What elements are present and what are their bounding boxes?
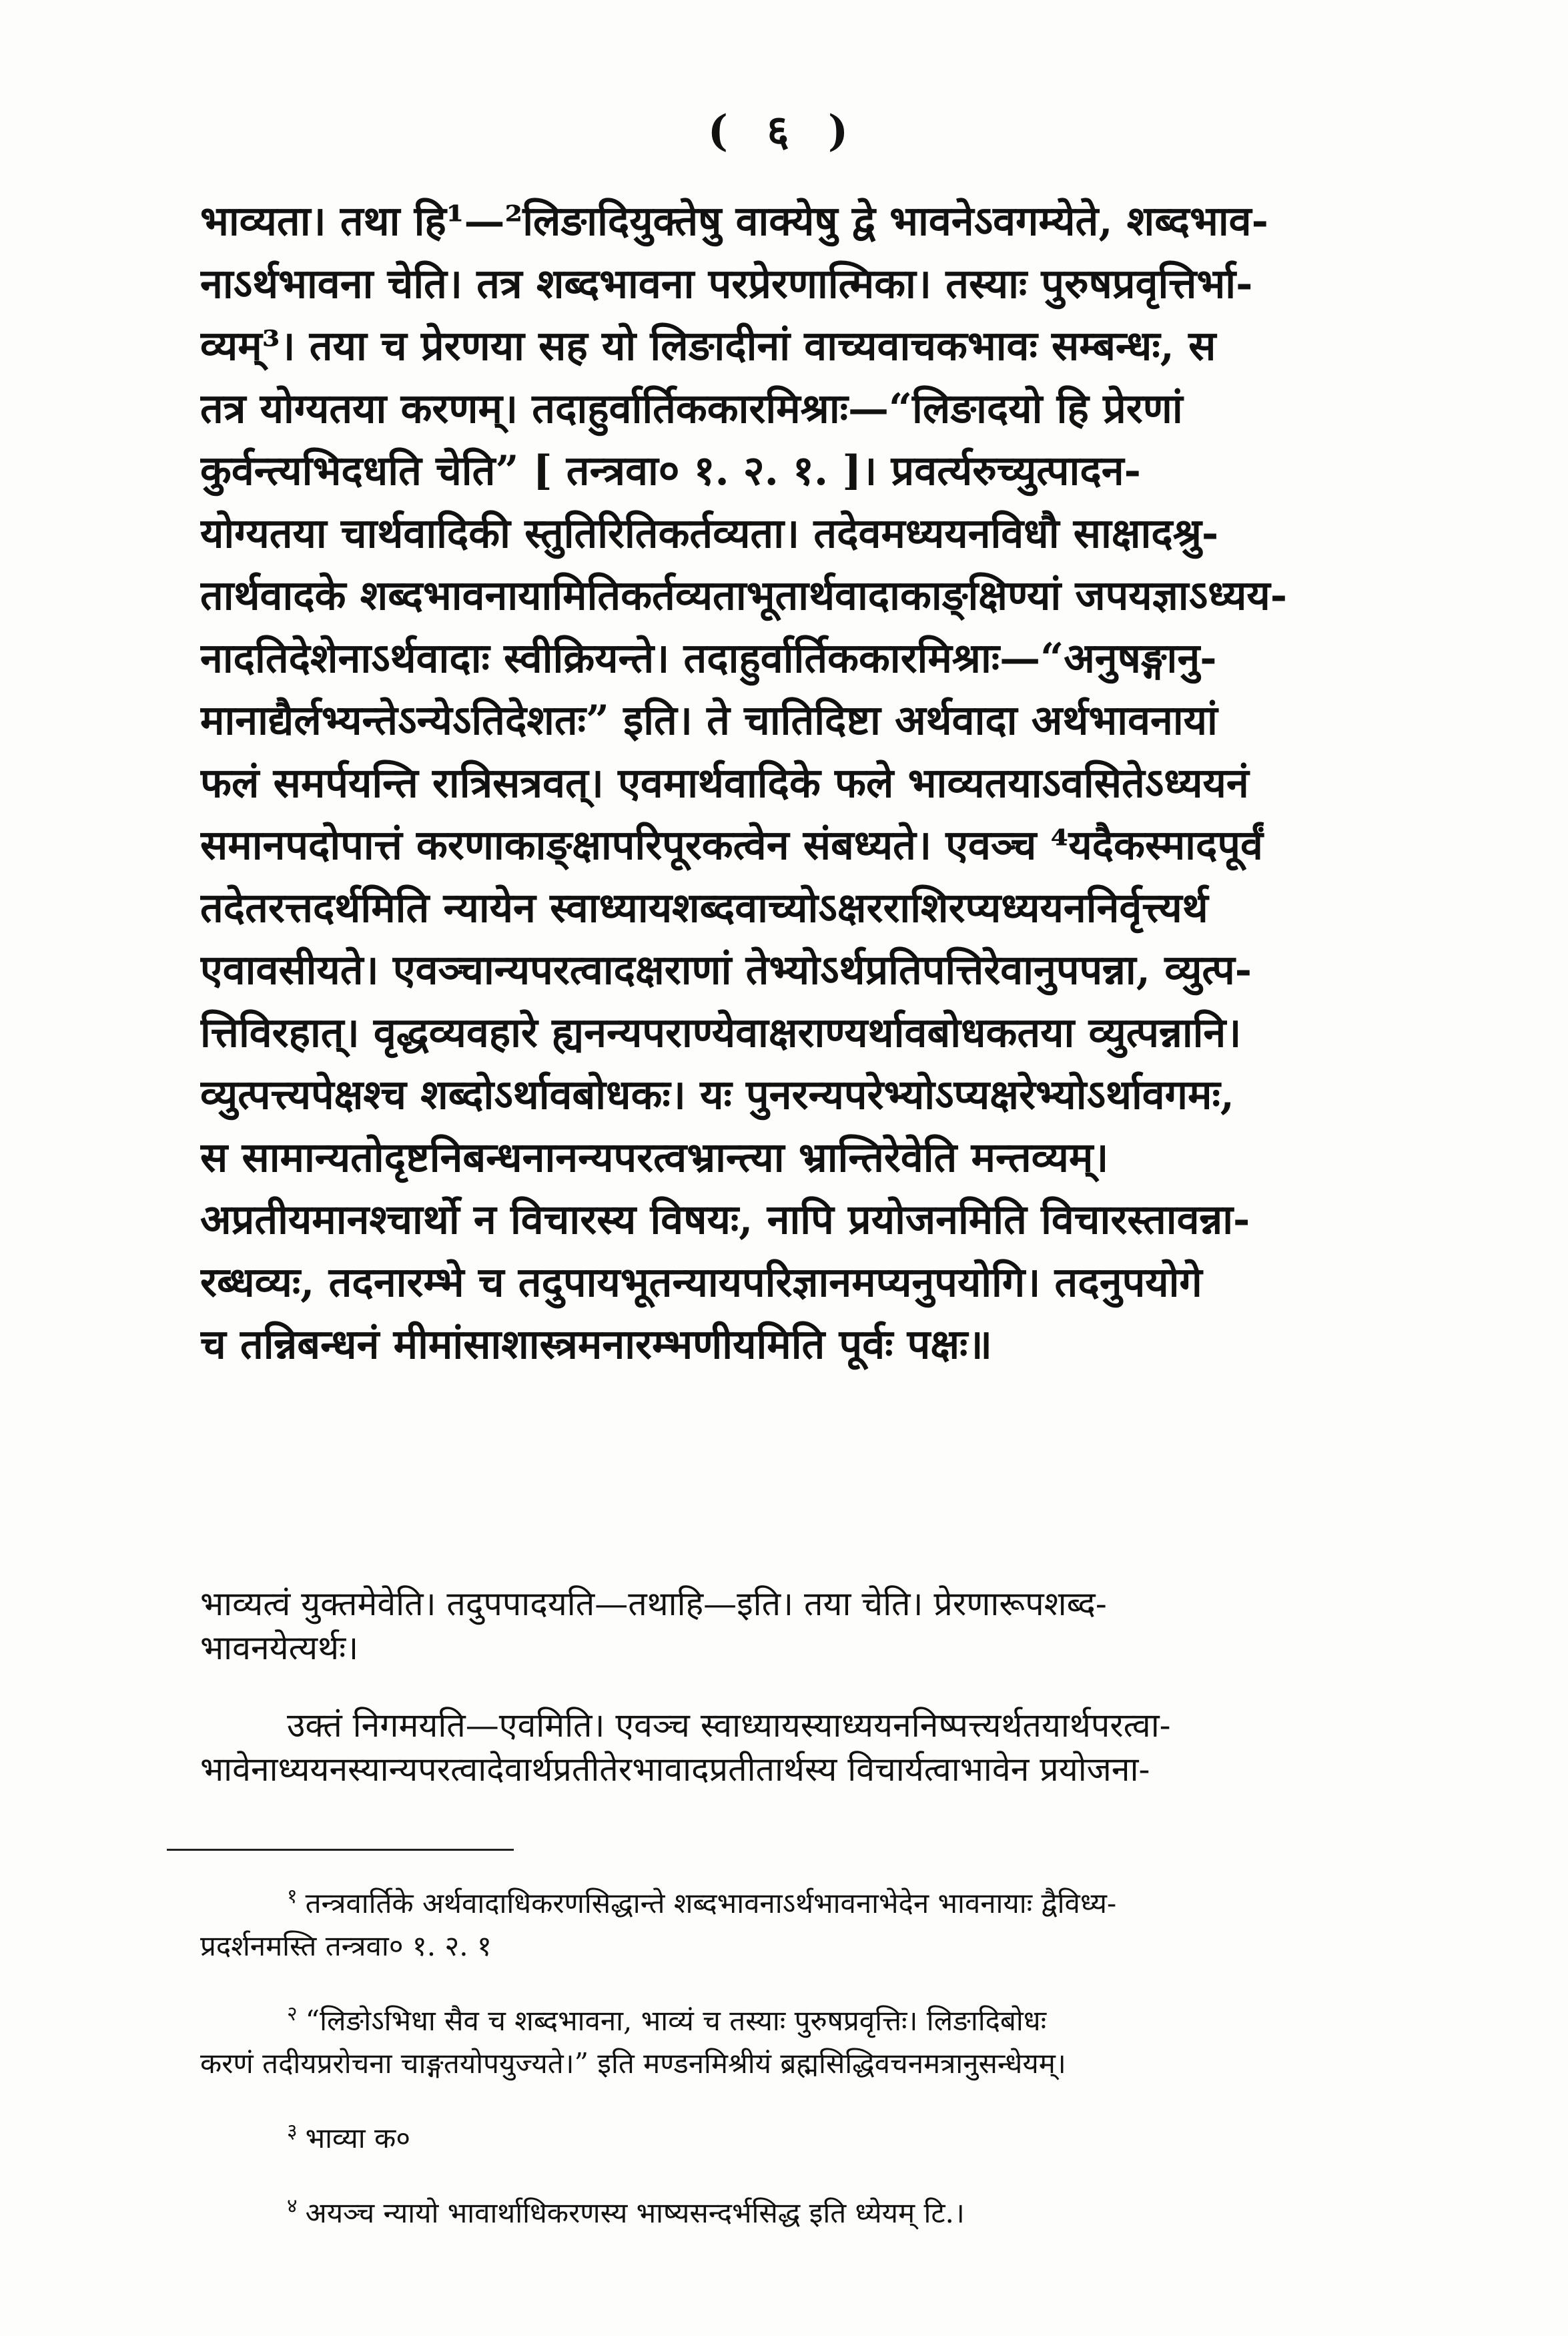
main-text-line: व्युत्पत्त्यपेक्षश्च शब्दोऽर्थावबोधकः। यः पुनरन्यपरेभ्योऽप्यक्षरेभ्योऽर्थावगमः,: [200, 1071, 1235, 1119]
footnote-1: [200, 1875, 1388, 1968]
commentary-paragraph: [200, 1703, 1388, 1791]
main-text-line: फलं समर्पयन्ति रात्रिसत्रवत्। एवमार्थवादिके फले भाव्यतयाऽवसितेऽध्ययनं: [200, 759, 1249, 807]
footnote-line: अयञ्च न्यायो भावार्थाधिकरणस्य भाष्यसन्दर्भसिद्ध इति ध्येयम् टि.।: [305, 2197, 965, 2229]
commentary-line: भावेनाध्ययनस्यान्यपरत्वादेवार्थप्रतीतेरभावादप्रतीतार्थस्य विचार्यत्वाभावेन प्रयोजना-: [200, 1750, 1150, 1789]
footnote-3: [200, 2110, 1388, 2160]
main-text-line: एवावसीयते। एवञ्चान्यपरत्वादक्षराणां तेभ्योऽर्थप्रतिपत्तिरेवानुपपन्ना, व्युत्प-: [200, 946, 1252, 994]
main-text-line: व्यम्³। तया च प्रेरणया सह यो लिङादीनां वाच्यवाचकभावः सम्बन्धः, स: [200, 322, 1216, 370]
footnote-divider: [167, 1849, 514, 1851]
footnote-line: भाव्या क०: [305, 2122, 411, 2154]
main-text-line: समानपदोपात्तं करणाकाङ्क्षापरिपूरकत्वेन संबध्यते। एवञ्च ⁴यदैकस्मादपूर्वं: [200, 822, 1263, 869]
commentary-line: भाव्यत्वं युक्तमेवेति। तदुपपादयति—तथाहि—इति। तया चेति। प्रेरणारूपशब्द-: [200, 1584, 1107, 1623]
footnote-marker: ३: [287, 2120, 298, 2143]
footnote-line: करणं तदीयप्ररोचना चाङ्गतयोपयुज्यते।” इति मण्डनमिश्रीयं ब्रह्मसिद्धिवचनमत्रानुसन्धेयम्।: [200, 2047, 1066, 2080]
main-text-line: रब्धव्यः, तदनारम्भे च तदुपायभूतन्यायपरिज्ञानमप्यनुपयोगि। तदनुपयोगे: [200, 1258, 1202, 1306]
footnote-4: [200, 2185, 1388, 2235]
main-text-line: स सामान्यतोदृष्टनिबन्धनानन्यपरत्वभ्रान्त्या भ्रान्तिरेवेति मन्तव्यम्।: [200, 1133, 1109, 1181]
main-text-line: मानाद्यैर्लभ्यन्तेऽन्येऽतिदेशतः” इति। ते चातिदिष्टा अर्थवादा अर्थभावनायां: [200, 697, 1218, 744]
footnote-line: तन्त्रवार्तिके अर्थवादाधिकरणसिद्धान्ते शब्दभावनाऽर्थभावनाभेदेन भावनायाः द्वैविध्य-: [305, 1887, 1117, 1920]
main-text-line: तत्र योग्यतया करणम्। तदाहुर्वार्तिककारमिश्राः—“लिङादयो हि प्रेरणां: [200, 384, 1183, 432]
footnote-line: प्रदर्शनमस्ति तन्त्रवा० १. २. १: [200, 1930, 492, 1962]
footnote-marker: २: [287, 2002, 298, 2026]
main-text-line: भाव्यता। तथा हि¹—²लिङादियुक्तेषु वाक्येषु द्वे भावनेऽवगम्येते, शब्दभाव-: [200, 198, 1268, 245]
main-text-line: तदेतरत्तदर्थमिति न्यायेन स्वाध्यायशब्दवाच्योऽक्षरराशिरप्यध्ययननिर्वृत्त्यर्थ: [200, 884, 1208, 932]
main-text-line: तार्थवादके शब्दभावनायामितिकर्तव्यताभूतार्थवादाकाङ्क्षिण्यां जपयज्ञाऽध्यय-: [200, 572, 1288, 619]
main-text-line: नाऽर्थभावना चेति। तत्र शब्दभावना परप्रेरणात्मिका। तस्याः पुरुषप्रवृत्तिर्भा-: [200, 260, 1253, 308]
main-text-line: त्तिविरहात्। वृद्धव्यवहारे ह्यनन्यपराण्येवाक्षराण्यर्थावबोधकतया व्युत्पन्नानि।: [200, 1008, 1242, 1057]
main-text-line: अप्रतीयमानश्चार्थो न विचारस्य विषयः, नापि प्रयोजनमिति विचारस्तावन्ना-: [200, 1196, 1250, 1243]
main-text-block: [200, 190, 1388, 1376]
footnote-line: “लिङोऽभिधा सैव च शब्दभावना, भाव्यं च तस्याः पुरुषप्रवृत्तिः। लिङादिबोधः: [305, 2004, 1047, 2037]
commentary-paragraph: [200, 1582, 1388, 1670]
main-text-line: नादतिदेशेनाऽर्थवादाः स्वीक्रियन्ते। तदाहुर्वार्तिककारमिश्राः—“अनुषङ्गानु-: [200, 634, 1217, 682]
commentary-line: उक्तं निगमयति—एवमिति। एवञ्च स्वाध्यायस्याध्ययननिष्पत्त्यर्थतयार्थपरत्वा-: [287, 1706, 1171, 1745]
commentary-block: [200, 1582, 1388, 1791]
footnotes-block: [200, 1875, 1388, 2260]
main-text-line: कुर्वन्त्यभिदधति चेति” [ तन्त्रवा० १. २. १. ]। प्रवर्त्यरुच्युत्पादन-: [200, 447, 1141, 495]
footnote-marker: ४: [287, 2195, 298, 2218]
main-text-line: योग्यतया चार्थवादिकी स्तुतिरितिकर्तव्यता। तदेवमध्ययनविधौ साक्षादश्रु-: [200, 509, 1219, 557]
page-number: ( ६ ): [707, 106, 861, 156]
footnote-2: [200, 1993, 1388, 2085]
commentary-line: भावनयेत्यर्थः।: [200, 1629, 359, 1667]
main-text-line: च तन्निबन्धनं मीमांसाशास्त्रमनारम्भणीयमिति पूर्वः पक्षः॥: [200, 1321, 992, 1368]
footnote-marker: १: [287, 1885, 298, 1908]
